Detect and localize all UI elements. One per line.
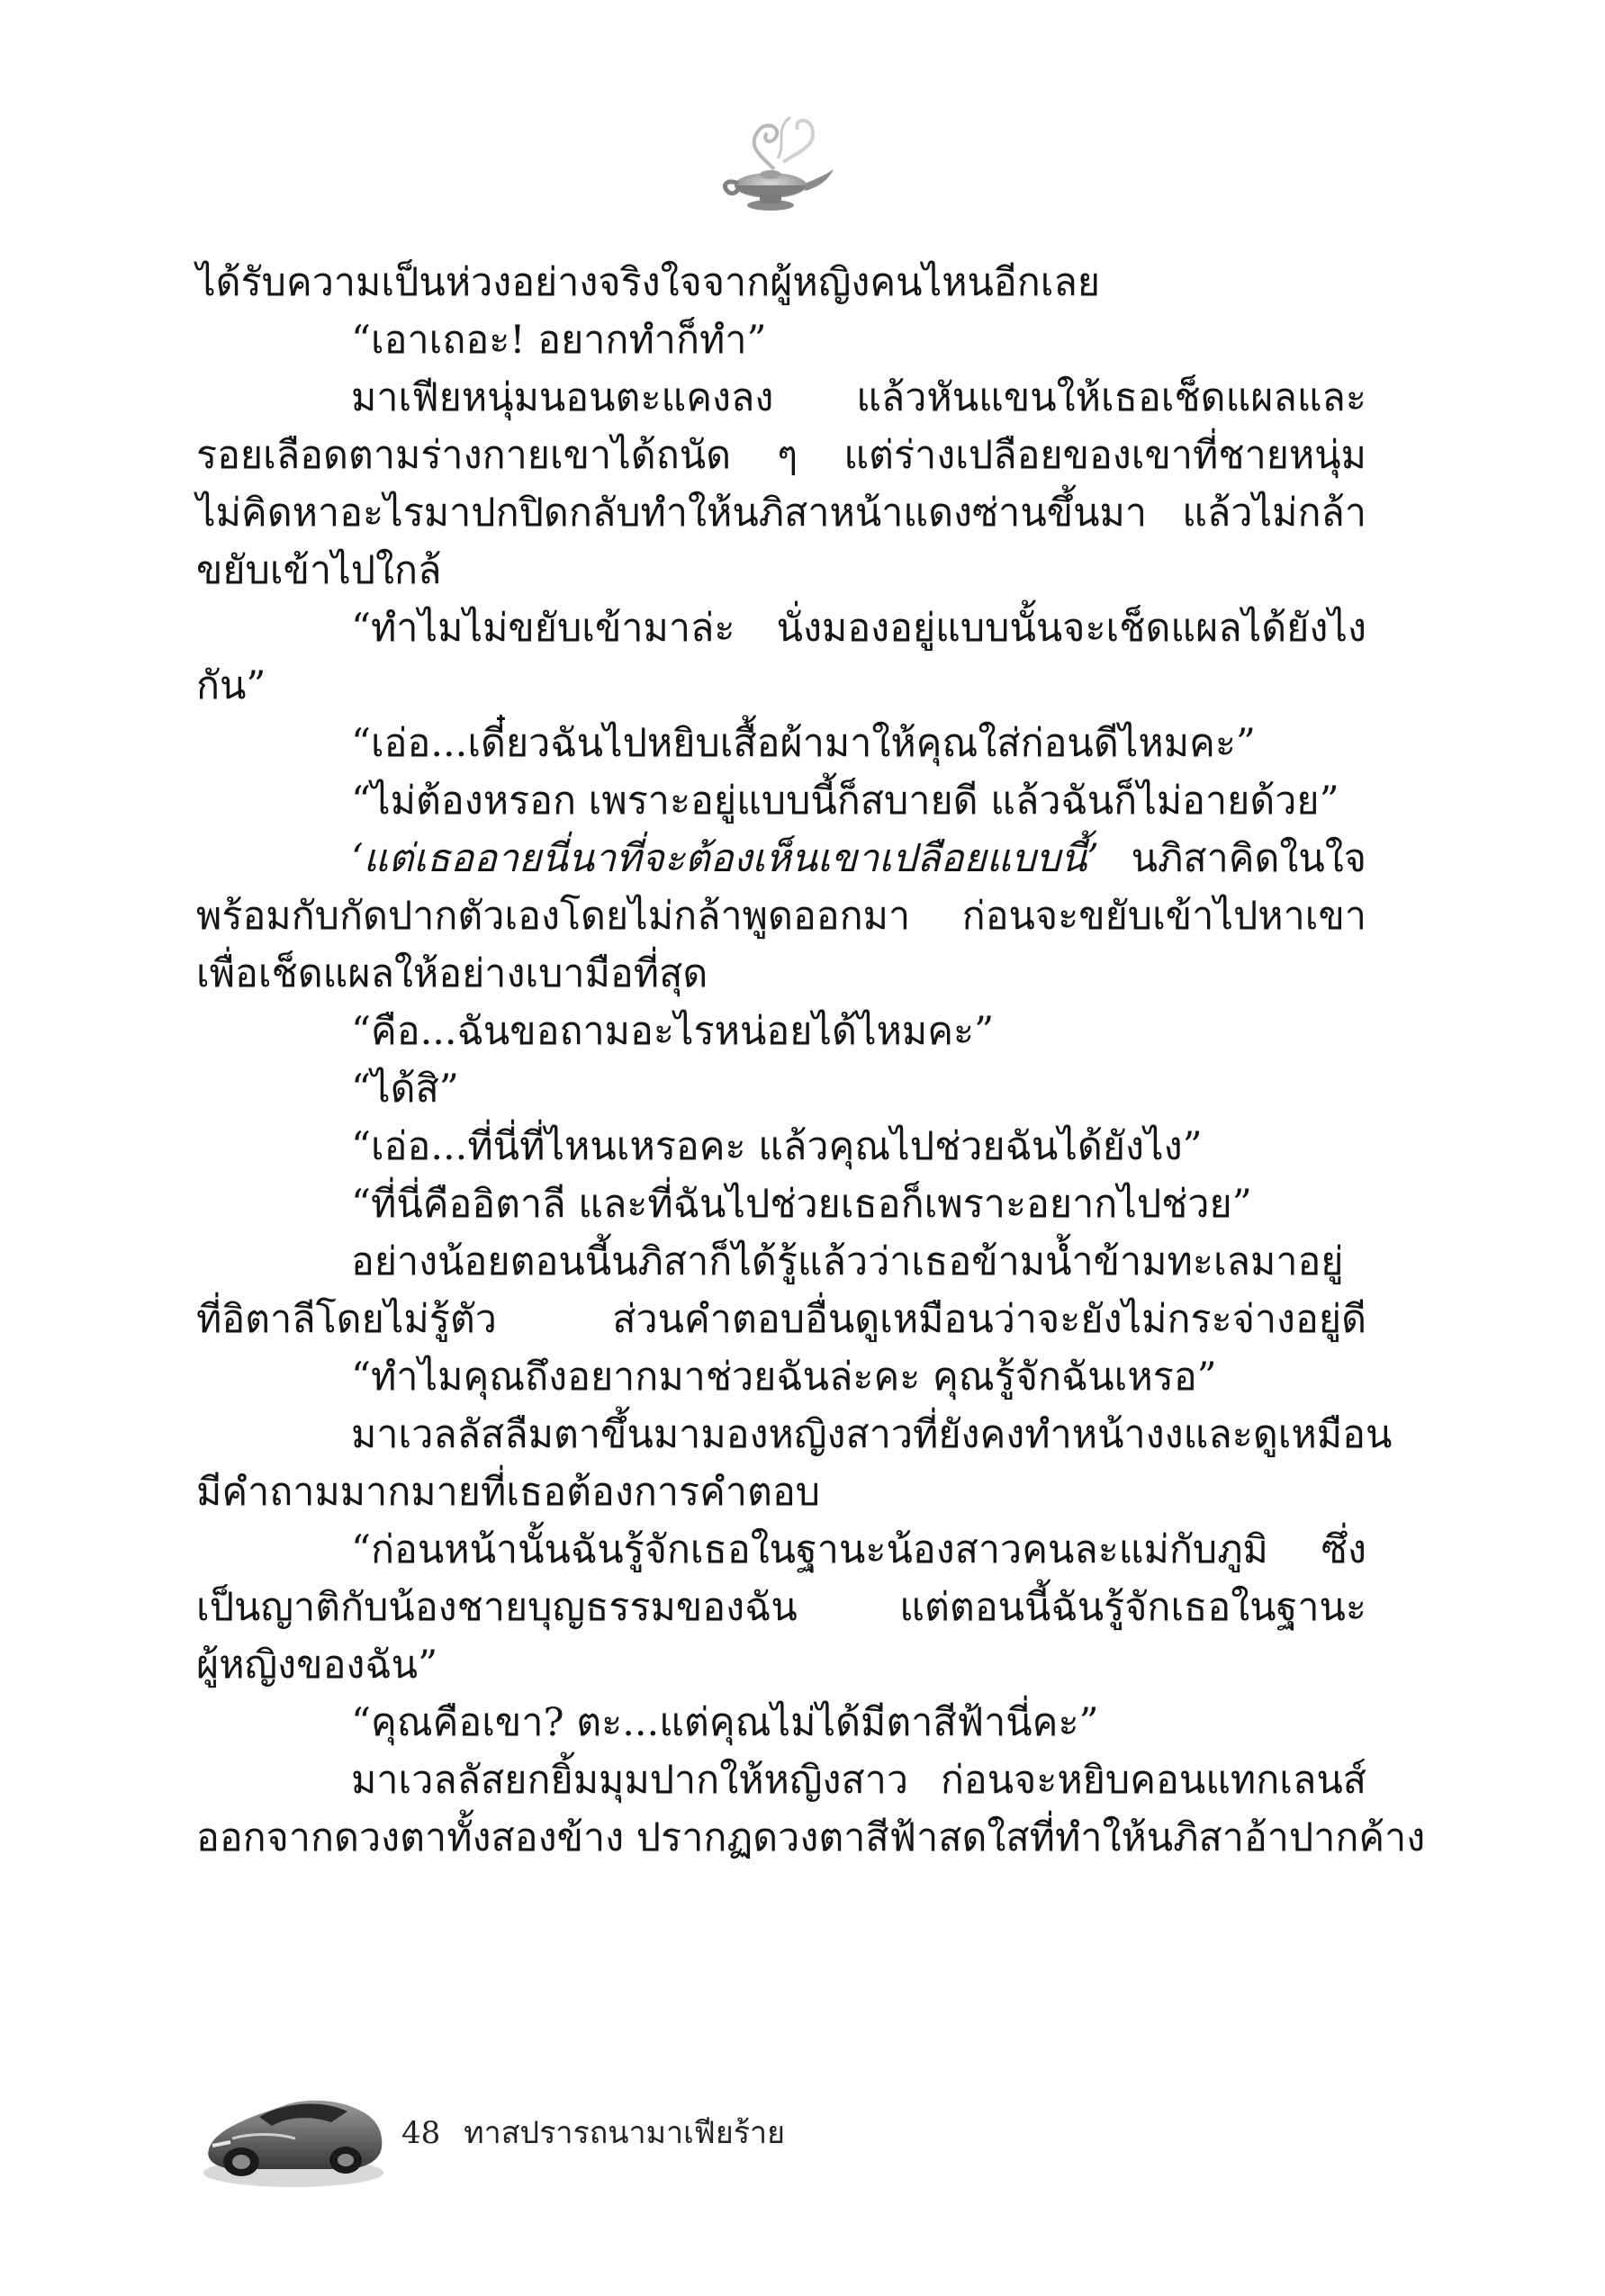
text-line-content: ผู้หญิงของฉัน”	[196, 1643, 438, 1688]
text-line	[196, 1175, 1366, 1233]
text-line	[196, 772, 1366, 830]
text-line	[196, 1463, 1366, 1521]
text-line-content: “คือ...ฉันขอถามอะไรหน่อยได้ไหมคะ”	[351, 1009, 995, 1054]
italic-thought: ‘แต่เธออายนี่นาที่จะต้องเห็นเขาเปลือยแบบนี้’	[351, 836, 1099, 881]
text-line-content: ขยับเข้าไปใกล้	[196, 548, 442, 593]
text-line-content: “ที่นี่คืออิตาลี และที่ฉันไปช่วยเธอก็เพราะอยากไปช่วย”	[351, 1182, 1252, 1227]
text-line-content: กัน”	[196, 663, 266, 708]
text-line-content: “ได้สิ”	[351, 1067, 459, 1112]
text-line	[196, 369, 1366, 427]
text-line-content: มาเฟียหนุ่มนอนตะแคงลง แล้วหันแขนให้เธอเช็ดแผลและ	[351, 375, 1366, 420]
text-line	[196, 484, 1366, 542]
text-line-content: ไม่คิดหาอะไรมาปกปิดกลับทำให้นภิสาหน้าแดงซ่านขึ้นมา แล้วไม่กล้า	[196, 491, 1366, 536]
text-line	[196, 427, 1366, 484]
page-number: 48	[401, 2115, 441, 2151]
text-line	[196, 599, 1366, 657]
text-line	[196, 1694, 1366, 1751]
sports-car-icon	[196, 2066, 390, 2192]
text-line	[196, 254, 1366, 311]
text-line	[196, 1809, 1426, 1867]
text-line-content: มีคำถามมากมายที่เธอต้องการคำตอบ	[196, 1470, 821, 1515]
text-line	[196, 311, 1366, 369]
text-line-content: “ทำไมไม่ขยับเข้ามาล่ะ นั่งมองอยู่แบบนั้นจะเช็ดแผลได้ยังไง	[351, 606, 1366, 651]
text-line	[196, 830, 1366, 887]
text-line-content: มาเวลลัสยกยิ้มมุมปากให้หญิงสาว ก่อนจะหยิบคอนแทกเลนส์	[351, 1758, 1366, 1803]
text-line	[196, 542, 1366, 599]
text-line	[196, 1406, 1393, 1463]
text-line-content: “ก่อนหน้านั้นฉันรู้จักเธอในฐานะน้องสาวคนละแม่กับภูมิ ซึ่ง	[351, 1527, 1366, 1572]
text-line-content: “คุณคือเขา? ตะ...แต่คุณไม่ได้มีตาสีฟ้านี่คะ”	[351, 1700, 1099, 1745]
text-line-content: รอยเลือดตามร่างกายเขาได้ถนัด ๆ แต่ร่างเปลือยของเขาที่ชายหนุ่ม	[196, 433, 1366, 478]
text-line-content: “ไม่ต้องหรอก เพราะอยู่แบบนี้ก็สบายดี แล้วฉันก็ไม่อายด้วย”	[351, 779, 1339, 824]
text-line-content: นภิสาคิดในใจ	[1098, 836, 1366, 881]
text-line	[196, 1636, 1366, 1694]
text-line-content: ได้รับความเป็นห่วงอย่างจริงใจจากผู้หญิงคนไหนอีกเลย	[196, 260, 1101, 305]
text-line-content: “เอาเถอะ! อยากทำก็ทำ”	[351, 318, 767, 363]
page-footer	[196, 2066, 826, 2192]
text-line-content: “เอ่อ...เดี๋ยวฉันไปหยิบเสื้อผ้ามาให้คุณใส่ก่อนดีไหมคะ”	[351, 721, 1256, 766]
text-line-content: พร้อมกับกัดปากตัวเองโดยไม่กล้าพูดออกมา ก่อนจะขยับเข้าไปหาเขา	[196, 894, 1366, 939]
text-line-content: ออกจากดวงตาทั้งสองข้าง ปรากฏดวงตาสีฟ้าสดใสที่ทำให้นภิสาอ้าปากค้าง	[196, 1815, 1426, 1860]
text-line	[196, 1751, 1366, 1809]
text-line	[196, 1348, 1366, 1406]
text-line	[196, 1521, 1366, 1579]
text-line	[196, 715, 1366, 772]
text-line	[196, 1060, 1366, 1118]
text-line	[196, 887, 1366, 945]
book-title: ทาสปรารถนามาเฟียร้าย	[464, 2115, 786, 2151]
text-line	[196, 657, 1366, 715]
text-line-content: เป็นญาติกับน้องชายบุญธรรมของฉัน แต่ตอนนี้ฉันรู้จักเธอในฐานะ	[196, 1585, 1366, 1630]
text-line	[196, 1003, 1366, 1060]
text-line-content: อย่างน้อยตอนนี้นภิสาก็ได้รู้แล้วว่าเธอข้ามน้ำข้ามทะเลมาอยู่	[351, 1239, 1344, 1284]
text-line-content: มาเวลลัสลืมตาขึ้นมามองหญิงสาวที่ยังคงทำหน้างงและดูเหมือน	[351, 1412, 1393, 1457]
text-line	[196, 945, 1366, 1003]
body-text	[196, 254, 1426, 1867]
text-line	[196, 1579, 1366, 1636]
text-line	[196, 1233, 1366, 1291]
text-line-content: “เอ่อ...ที่นี่ที่ไหนเหรอคะ แล้วคุณไปช่วยฉันได้ยังไง”	[351, 1124, 1203, 1169]
text-line-content: ที่อิตาลีโดยไม่รู้ตัว ส่วนคำตอบอื่นดูเหมือนว่าจะยังไม่กระจ่างอยู่ดี	[196, 1297, 1366, 1342]
text-line-content: “ทำไมคุณถึงอยากมาช่วยฉันล่ะคะ คุณรู้จักฉันเหรอ”	[351, 1355, 1217, 1400]
page-folio	[401, 2108, 785, 2156]
genie-lamp-icon	[711, 106, 837, 223]
text-line	[196, 1118, 1366, 1175]
text-line-content: เพื่อเช็ดแผลให้อย่างเบามือที่สุด	[196, 951, 708, 996]
text-line	[196, 1291, 1366, 1348]
